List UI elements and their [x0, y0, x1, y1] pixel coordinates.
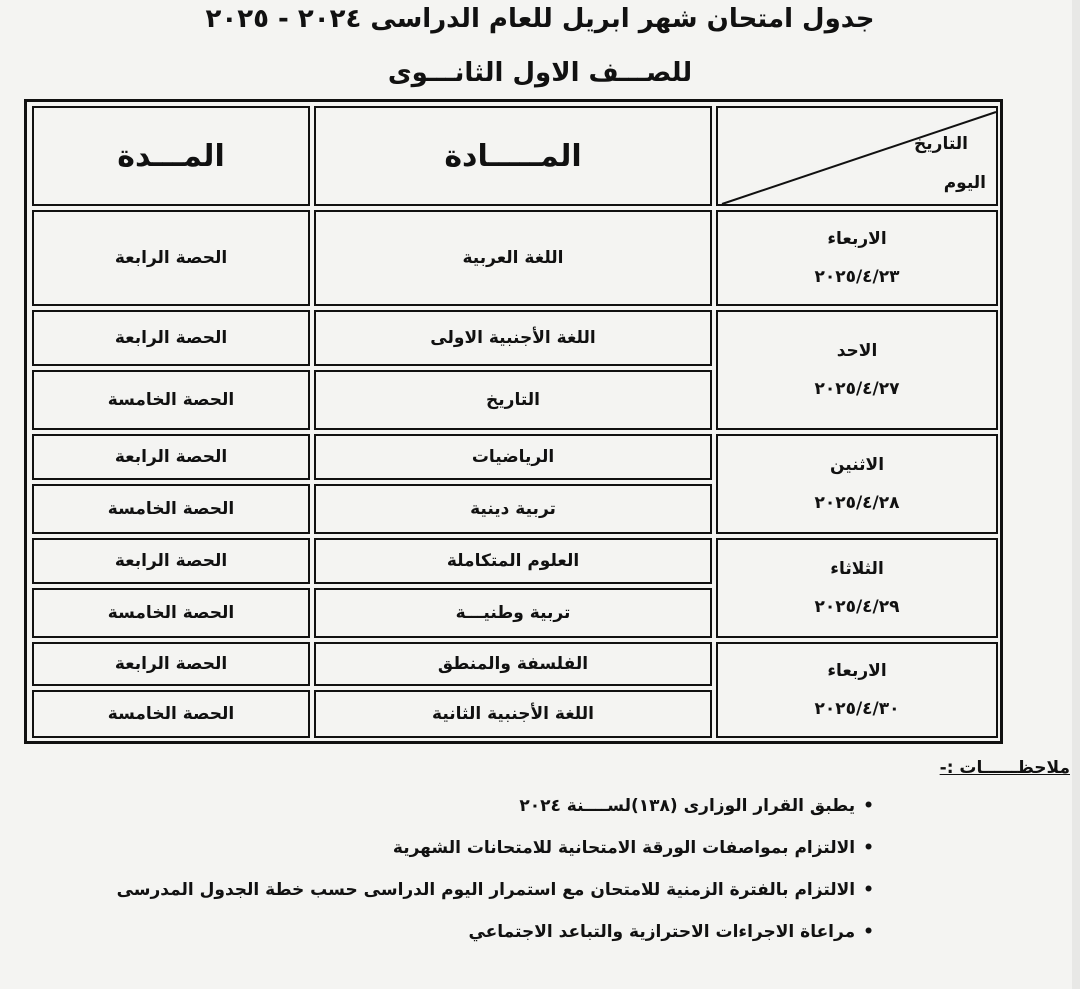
day-date: ٢٠٢٥/٤/٣٠: [814, 699, 900, 719]
subject-cell: الرياضيات: [314, 434, 712, 480]
document-title: جدول امتحان شهر ابريل للعام الدراسى ٢٠٢٤ - ٢٠٢٥: [205, 4, 875, 34]
duration-cell: الحصة الرابعة: [32, 538, 310, 584]
note-text: الالتزام بالفترة الزمنية للامتحان مع استمرار اليوم الدراسى حسب خطة الجدول المدرسى: [116, 880, 856, 900]
subject-cell: التاريخ: [314, 370, 712, 430]
day-name: الاثنين: [829, 455, 885, 475]
bullet-icon: •: [863, 880, 874, 900]
subject-cell: تربية دينية: [314, 484, 712, 534]
duration-cell: الحصة الخامسة: [32, 690, 310, 738]
exam-schedule-table: [24, 99, 1003, 744]
note-text: مراعاة الاجراءات الاحترازية والتباعد الاجتماعي: [468, 922, 856, 942]
duration-cell: الحصة الخامسة: [32, 588, 310, 638]
subject-cell: العلوم المتكاملة: [314, 538, 712, 584]
notes-heading: ملاحظــــــات :-: [939, 758, 1070, 778]
bullet-icon: •: [863, 796, 874, 816]
header-duration: المـــدة: [32, 106, 310, 206]
day-cell: [716, 210, 998, 306]
subject-cell: اللغة العربية: [314, 210, 712, 306]
duration-cell: الحصة الخامسة: [32, 370, 310, 430]
day-name: الثلاثاء: [830, 559, 884, 579]
page-edge: [1072, 0, 1080, 989]
header-day-label: اليوم: [943, 173, 986, 193]
subject-cell: اللغة الأجنبية الاولى: [314, 310, 712, 366]
header-subject: المـــــادة: [314, 106, 712, 206]
header-day-date-cell: [716, 106, 998, 206]
day-name: الاربعاء: [827, 661, 887, 681]
bullet-icon: •: [863, 922, 874, 942]
subject-cell: الفلسفة والمنطق: [314, 642, 712, 686]
day-name: الاحد: [836, 341, 878, 361]
day-date: ٢٠٢٥/٤/٢٣: [814, 267, 900, 287]
day-cell: [716, 642, 998, 738]
header-diagonal-line: [718, 108, 1000, 208]
note-text: يطبق القرار الوزارى (١٣٨)لســــنة ٢٠٢٤: [519, 796, 856, 816]
header-date-label: التاريخ: [914, 134, 968, 154]
bullet-icon: •: [863, 838, 874, 858]
subject-cell: تربية وطنيـــة: [314, 588, 712, 638]
day-date: ٢٠٢٥/٤/٢٩: [814, 597, 900, 617]
day-cell: [716, 434, 998, 534]
day-date: ٢٠٢٥/٤/٢٧: [814, 379, 900, 399]
note-item: [393, 838, 874, 858]
note-item: [519, 796, 874, 816]
duration-cell: الحصة الرابعة: [32, 310, 310, 366]
day-cell: [716, 538, 998, 638]
duration-cell: الحصة الرابعة: [32, 642, 310, 686]
day-cell: [716, 310, 998, 430]
duration-cell: الحصة الرابعة: [32, 434, 310, 480]
duration-cell: الحصة الخامسة: [32, 484, 310, 534]
duration-cell: الحصة الرابعة: [32, 210, 310, 306]
subject-cell: اللغة الأجنبية الثانية: [314, 690, 712, 738]
document-subtitle: للصـــف الاول الثانـــوى: [387, 58, 693, 88]
day-name: الاربعاء: [827, 229, 887, 249]
note-text: الالتزام بمواصفات الورقة الامتحانية للامتحانات الشهرية: [392, 838, 856, 858]
note-item: [117, 880, 874, 900]
note-item: [468, 922, 874, 942]
day-date: ٢٠٢٥/٤/٢٨: [814, 493, 900, 513]
